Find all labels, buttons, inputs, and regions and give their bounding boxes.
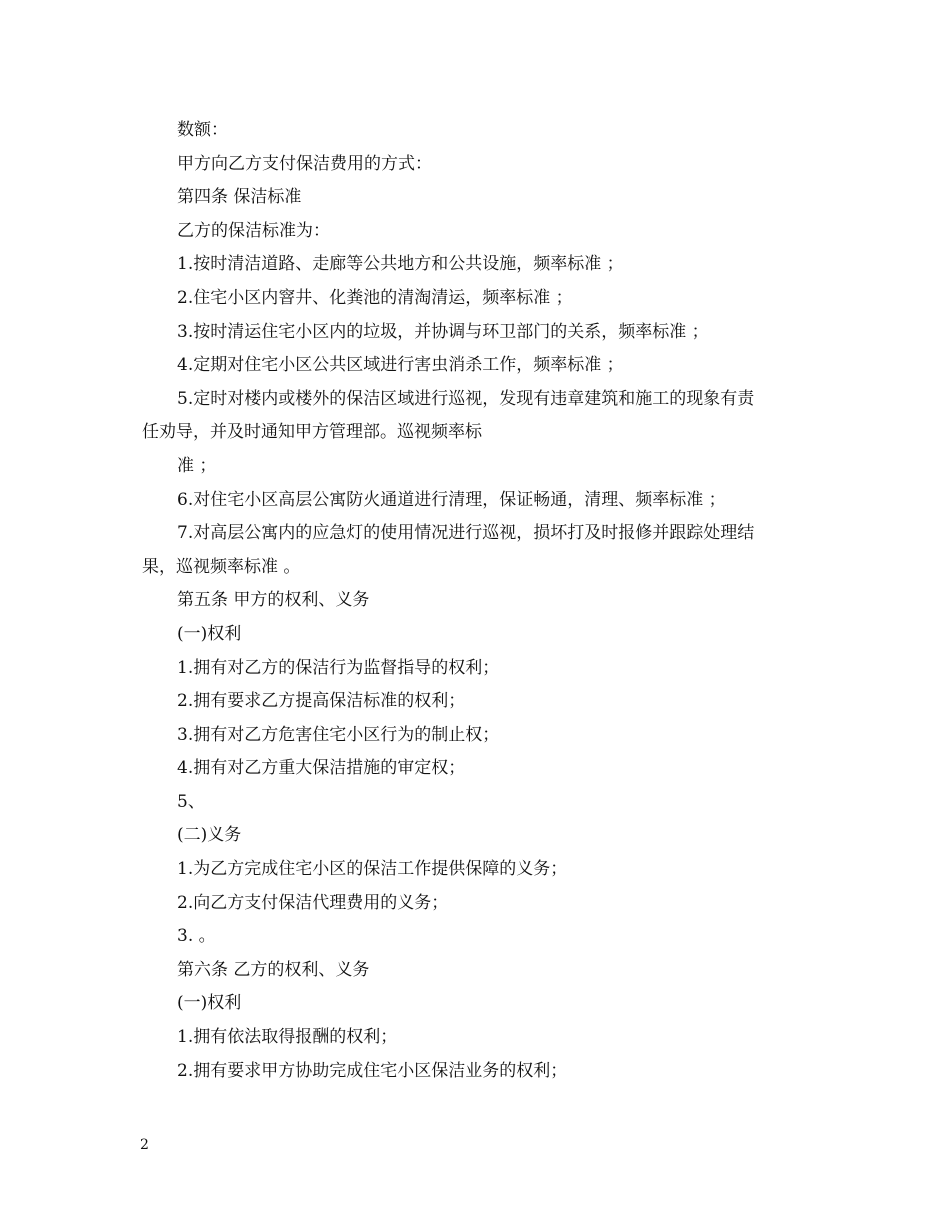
list-item: 2.拥有要求甲方协助完成住宅小区保洁业务的权利； <box>177 1060 568 1081</box>
list-item: 1.按时清洁道路、走廊等公共地方和公共设施，频率标准 ； <box>177 254 624 275</box>
list-item: 5、 <box>177 791 205 812</box>
document-body <box>142 114 817 1088</box>
list-item: 3.按时清运住宅小区内的垃圾，并协调与环卫部门的关系，频率标准 ； <box>177 321 709 342</box>
list-item: 4.拥有对乙方重大保洁措施的审定权； <box>177 758 466 779</box>
list-item: 4.定期对住宅小区公共区域进行害虫消杀工作，频率标准 ； <box>177 355 624 376</box>
text-line-continued: 任劝导，并及时通知甲方管理部。巡视频率标 <box>142 422 482 443</box>
list-item: 3. 。 <box>177 926 216 947</box>
text-line: 甲方向乙方支付保洁费用的方式： <box>177 153 432 174</box>
text-line-continued: 果，巡视频率标准 。 <box>142 556 301 577</box>
list-item: 5.定时对楼内或楼外的保洁区域进行巡视，发现有违章建筑和施工的现象有责 <box>177 388 755 409</box>
list-item: 1.拥有依法取得报酬的权利； <box>177 1027 398 1048</box>
list-item: 1.拥有对乙方的保洁行为监督指导的权利； <box>177 657 500 678</box>
page-number: 2 <box>140 1137 149 1153</box>
text-line: 数额： <box>177 120 228 140</box>
text-line-continued: 准 ； <box>177 455 217 476</box>
subsection-heading: (一)权利 <box>177 623 242 644</box>
list-item: 2.住宅小区内窨井、化粪池的清淘清运，频率标准 ； <box>177 287 573 308</box>
subsection-heading: (二)义务 <box>177 825 242 846</box>
list-item: 6.对住宅小区高层公寓防火通道进行清理，保证畅通，清理、频率标准 ； <box>177 489 726 510</box>
list-item: 7.对高层公寓内的应急灯的使用情况进行巡视，损坏打及时报修并跟踪处理结 <box>177 523 755 544</box>
section-heading: 第六条 乙方的权利、义务 <box>177 959 370 980</box>
text-line: 乙方的保洁标准为： <box>177 220 330 241</box>
list-item: 1.为乙方完成住宅小区的保洁工作提供保障的义务； <box>177 859 568 880</box>
section-heading: 第五条 甲方的权利、义务 <box>177 590 370 611</box>
section-heading: 第四条 保洁标准 <box>177 187 302 208</box>
subsection-heading: (一)权利 <box>177 993 242 1014</box>
list-item: 2.拥有要求乙方提高保洁标准的权利； <box>177 691 466 712</box>
list-item: 2.向乙方支付保洁代理费用的义务； <box>177 892 449 913</box>
list-item: 3.拥有对乙方危害住宅小区行为的制止权； <box>177 724 500 745</box>
